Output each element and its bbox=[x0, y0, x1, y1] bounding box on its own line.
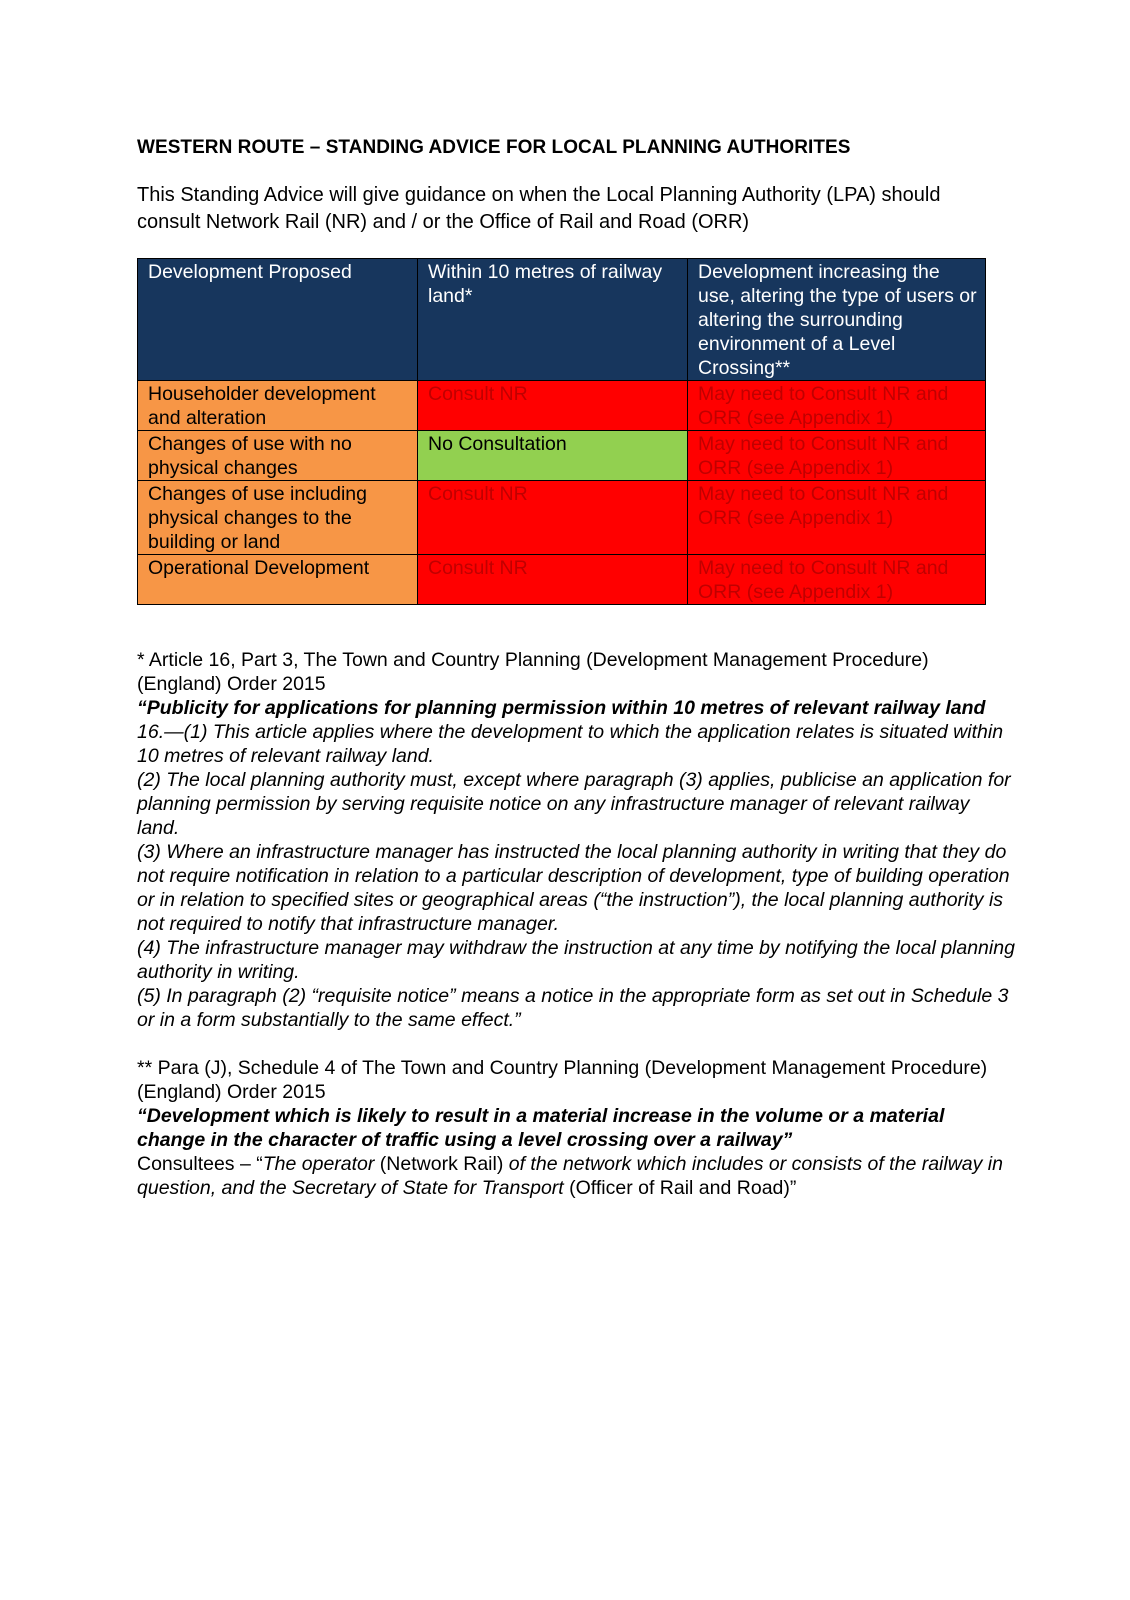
table-row bbox=[138, 481, 986, 555]
row-development-type: Changes of use with no physical changes bbox=[138, 431, 418, 481]
row-within-10-advice: No Consultation bbox=[418, 431, 688, 481]
consultees-operator: The operator bbox=[262, 1153, 375, 1175]
row-within-10-advice: Consult NR bbox=[418, 555, 688, 605]
advice-table bbox=[137, 258, 986, 605]
table-header-row bbox=[138, 259, 986, 381]
intro-paragraph: This Standing Advice will give guidance on when the Local Planning Authority (LPA) should consult Network Rail (NR) and / or the Office of Rail and Road (ORR) bbox=[137, 184, 941, 233]
footnote-2-heading: “Development which is likely to result in a material increase in the volume or a material change in the character of traffic using a level crossing over a railway” bbox=[137, 1105, 945, 1151]
footnote-1-reference: * Article 16, Part 3, The Town and Country Planning (Development Management Procedure) (England) Order 2015 bbox=[137, 649, 929, 695]
row-crossing-advice: May need to Consult NR and ORR (see Appendix 1) bbox=[688, 555, 986, 605]
table-row bbox=[138, 381, 986, 431]
row-crossing-advice: May need to Consult NR and ORR (see Appendix 1) bbox=[688, 381, 986, 431]
row-within-10-advice: Consult NR bbox=[418, 381, 688, 431]
table-row bbox=[138, 555, 986, 605]
header-within-10-metres: Within 10 metres of railway land* bbox=[418, 259, 688, 381]
row-crossing-advice: May need to Consult NR and ORR (see Appendix 1) bbox=[688, 431, 986, 481]
footnotes bbox=[137, 648, 1017, 1200]
row-development-type: Householder development and alteration bbox=[138, 381, 418, 431]
footnote-2-reference: ** Para (J), Schedule 4 of The Town and Country Planning (Development Management Procedure) (England) Order 2015 bbox=[137, 1057, 988, 1103]
consultees-network-rail: (Network Rail) bbox=[374, 1153, 509, 1175]
row-development-type: Changes of use including physical changes to the building or land bbox=[138, 481, 418, 555]
consultees-lead: Consultees – “ bbox=[137, 1153, 263, 1175]
consultees-line bbox=[137, 1152, 1017, 1200]
article-paragraph-5: (5) In paragraph (2) “requisite notice” means a notice in the appropriate form as set out in Schedule 3 or in a form substantially to the same effect.” bbox=[137, 985, 1009, 1031]
row-development-type: Operational Development bbox=[138, 555, 418, 605]
consultees-network-text: of the network which includes or consists of the railway in question, and the Secretary of State for Transport bbox=[137, 1153, 1003, 1199]
header-level-crossing: Development increasing the use, altering the type of users or altering the surrounding environment of a Level Crossing** bbox=[688, 259, 986, 381]
row-crossing-advice: May need to Consult NR and ORR (see Appendix 1) bbox=[688, 481, 986, 555]
consultees-orr: (Officer of Rail and Road)” bbox=[563, 1177, 797, 1199]
document-title: WESTERN ROUTE – STANDING ADVICE FOR LOCAL PLANNING AUTHORITES bbox=[137, 137, 851, 158]
footnote-1-heading: “Publicity for applications for planning permission within 10 metres of relevant railway land bbox=[137, 697, 986, 719]
article-paragraph-1: 16.—(1) This article applies where the development to which the application relates is situated within 10 metres of relevant railway land. bbox=[137, 721, 1004, 767]
article-paragraph-2: (2) The local planning authority must, except where paragraph (3) applies, publicise an application for planning permission by serving requisite notice on any infrastructure manager of relevant railway land. bbox=[137, 769, 1011, 839]
header-development-proposed: Development Proposed bbox=[138, 259, 418, 381]
table-row bbox=[138, 431, 986, 481]
article-paragraph-3: (3) Where an infrastructure manager has instructed the local planning authority in writing that they do not require notification in relation to a particular description of development, type of building operation or in relation to specified sites or geographical areas (“the instruction”), the local planning authority is not required to notify that infrastructure manager. bbox=[137, 841, 1010, 935]
article-paragraph-4: (4) The infrastructure manager may withdraw the instruction at any time by notifying the local planning authority in writing. bbox=[137, 937, 1015, 983]
row-within-10-advice: Consult NR bbox=[418, 481, 688, 555]
